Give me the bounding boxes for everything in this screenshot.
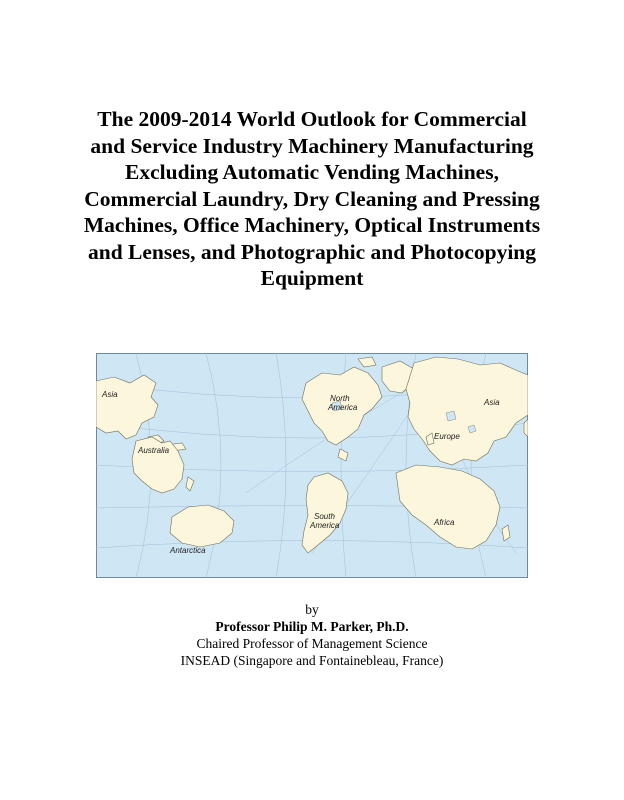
author-name: Professor Philip M. Parker, Ph.D. (215, 619, 409, 634)
map-label-europe: Europe (434, 432, 460, 441)
map-label-south-america-2: America (310, 521, 340, 530)
title-line: and Lenses, and Photographic and Photocopying (87, 239, 536, 264)
map-label-asia-right: Asia (484, 398, 500, 407)
author-position: Chaired Professor of Management Science (196, 636, 428, 651)
map-label-australia: Australia (138, 446, 170, 455)
title-line: Commercial Laundry, Dry Cleaning and Pressing (84, 186, 540, 211)
title-line: Equipment (260, 266, 364, 290)
title-line: Excluding Automatic Vending Machines, (125, 160, 499, 184)
book-title (40, 106, 584, 292)
map-label-north-america-1: North (330, 394, 350, 403)
title-line: The 2009-2014 World Outlook for Commercial (97, 107, 527, 131)
title-line: Machines, Office Machinery, Optical Instruments (83, 213, 541, 237)
map-label-south-america-1: South (314, 512, 335, 521)
by-label: by (305, 602, 319, 617)
world-map (96, 353, 528, 578)
map-label-antarctica: Antarctica (170, 546, 206, 555)
map-label-north-america-2: America (328, 403, 358, 412)
author-institution: INSEAD (Singapore and Fontainebleau, France) (180, 653, 444, 668)
map-label-asia-left: Asia (102, 390, 118, 399)
world-map-graphic (96, 353, 528, 578)
byline (0, 601, 624, 669)
title-line: and Service Industry Machinery Manufacturing (90, 133, 534, 158)
map-label-africa: Africa (434, 518, 455, 527)
